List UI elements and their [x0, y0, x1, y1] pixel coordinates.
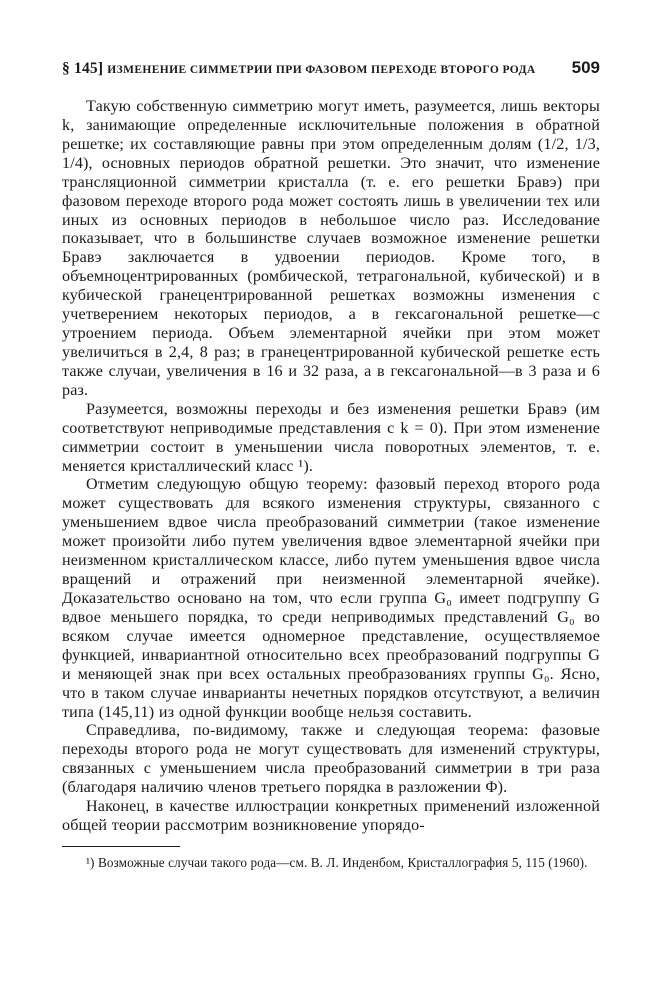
paragraph-3: Отметим следующую общую теорему: фазовый переход второго рода может существовать для всякого изменения структуры, связанного с уменьшением вдвое числа преобразований симметрии (такое изменение может произойти либо путем увеличения вдвое элементарной ячейки при неизменном кристаллическом классе, либо путем уменьшения вдвое числа вращений и отражений при неизменной элементарной ячейке). Доказательство основано на том, что если группа G₀ имеет подгруппу G вдвое меньшего порядка, то среди неприводимых представлений G₀ во всяком случае имеется одномерное представление, осуществляемое функцией, инвариантной относительно всех преобразований подгруппы G и меняющей знак при всех остальных преобразованиях группы G₀. Ясно, что в таком случае инварианты нечетных порядков отсутствуют, а величин типа (145,11) из одной функции вообще нельзя составить.: [62, 476, 600, 721]
footnote-divider: [62, 846, 180, 847]
footnote: ¹) Возможные случаи такого рода—см. В. Л. Инденбом, Кристаллография 5, 115 (1960).: [86, 854, 588, 870]
running-header: [62, 58, 600, 88]
paragraph-5: Наконец, в качестве иллюстрации конкретных применений изложенной общей теории рассмотрим возникновение упорядо-: [62, 798, 600, 835]
page: [62, 58, 600, 871]
header-section: § 145]: [62, 60, 104, 77]
body-text: [62, 98, 600, 836]
header-title: ИЗМЕНЕНИЕ СИММЕТРИИ ПРИ ФАЗОВОМ ПЕРЕХОДЕ ВТОРОГО РОДА: [107, 64, 536, 76]
header-left: [62, 60, 536, 78]
page-number: 509: [571, 58, 600, 77]
paragraph-4: Справедлива, по-видимому, также и следующая теорема: фазовые переходы второго рода не могут существовать для изменений структуры, связанных с уменьшением числа преобразований симметрии в три раза (благодаря наличию членов третьего порядка в разложении Φ).: [62, 722, 600, 797]
paragraph-2: Разумеется, возможны переходы и без изменения решетки Бравэ (им соответствуют неприводимые представления с k = 0). При этом изменение симметрии состоит в уменьшении числа поворотных элементов, т. е. меняется кристаллический класс ¹).: [62, 400, 600, 475]
paragraph-1: Такую собственную симметрию могут иметь, разумеется, лишь векторы k, занимающие определенные исключительные положения в обратной решетке; их составляющие равны при этом определенным долям (1/2, 1/3, 1/4), основных периодов обратной решетки. Это значит, что изменение трансляционной симметрии кристалла (т. е. его решетки Бравэ) при фазовом переходе второго рода может состоять лишь в увеличении тех или иных из основных периодов в небольшое число раз. Исследование показывает, что в большинстве случаев возможное изменение решетки Бравэ заключается в удвоении периодов. Кроме того, в объемноцентрированных (ромбической, тетрагональной, кубической) и в кубической гранецентрированной решетках возможны изменения с учетверением некоторых периодов, а в гексагональной решетке—с утроением периода. Объем элементарной ячейки при этом может увеличиться в 2,4, 8 раз; в гранецентрированной кубической решетке есть также случаи, увеличения в 16 и 32 раза, а в гексагональной—в 3 раза и 6 раз.: [62, 98, 600, 399]
